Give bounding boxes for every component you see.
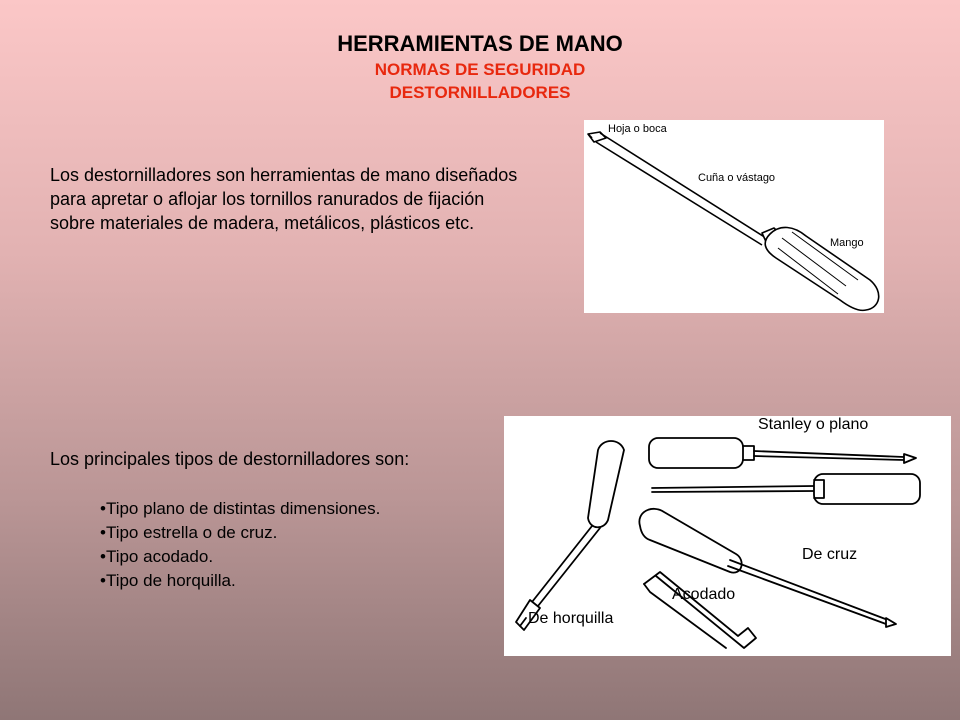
- shaft-label: Cuña o vástago: [698, 172, 776, 184]
- screwdriver-parts-figure: [584, 120, 884, 313]
- screwdriver-types-list: [100, 497, 380, 593]
- list-item: •Tipo de horquilla.: [100, 571, 236, 590]
- horquilla-label: De horquilla: [528, 610, 614, 627]
- list-item: •Tipo acodado.: [100, 547, 214, 566]
- stanley-label: Stanley o plano: [758, 416, 869, 433]
- list-item: •Tipo estrella o de cruz.: [100, 523, 278, 542]
- cruz-label: De cruz: [802, 546, 858, 563]
- types-intro: Los principales tipos de destornilladores son:: [50, 449, 410, 469]
- page-title: HERRAMIENTAS DE MANO: [337, 31, 623, 56]
- screwdriver-types-figure: [504, 416, 951, 656]
- acodado-label: Acodado: [672, 586, 736, 603]
- page-subtitle-safety: NORMAS DE SEGURIDAD: [374, 60, 586, 79]
- list-item: •Tipo plano de distintas dimensiones.: [100, 499, 381, 518]
- title-block: [0, 30, 960, 104]
- handle-label: Mango: [830, 237, 864, 249]
- intro-paragraph: Los destornilladores son herramientas de mano diseñados para apretar o aflojar los tornillos ranurados de fijación sobre materiales de madera, metálicos, plásticos etc.: [50, 165, 518, 233]
- blade-label: Hoja o boca: [608, 123, 667, 135]
- screwdriver-parts-drawing: [584, 120, 884, 313]
- page-subtitle-topic: DESTORNILLADORES: [389, 83, 571, 102]
